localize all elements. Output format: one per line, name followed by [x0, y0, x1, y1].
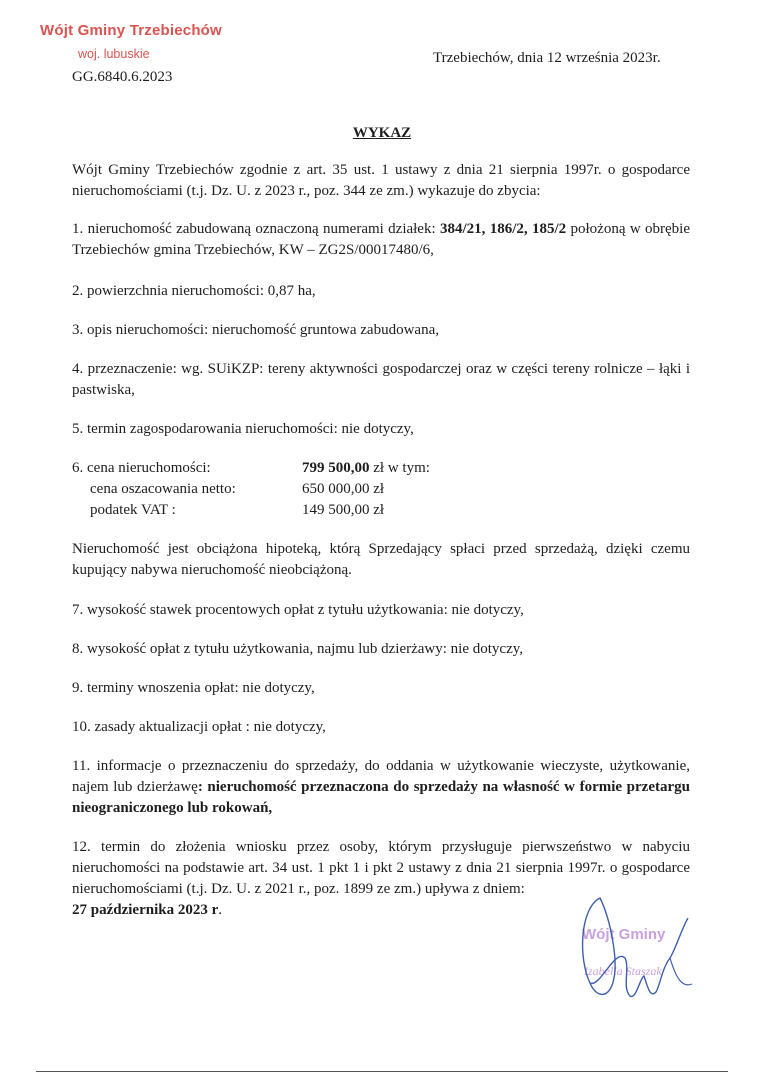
item-3: 3. opis nieruchomości: nieruchomość gruntowa zabudowana, [72, 322, 439, 338]
item-9: 9. terminy wnoszenia opłat: nie dotyczy, [72, 680, 315, 696]
intro-paragraph: Wójt Gminy Trzebiechów zgodnie z art. 35 ust. 1 ustawy z dnia 21 sierpnia 1997r. o gospodarce nieruchomościami (t.j. Dz. U. z 2023 r., poz. 344 ze zm.) wykazuje do zbycia: [72, 162, 690, 199]
handwritten-signature-icon [570, 888, 710, 1018]
price-net-value: 650 000,00 zł [302, 481, 385, 497]
mortgage-note: Nieruchomość jest obciążona hipoteką, którą Sprzedający spłaci przed sprzedażą, dzięki czemu kupujący nabywa nieruchomość nieobciążoną. [72, 541, 690, 578]
price-vat-row [72, 500, 690, 521]
stamp-office-name: Wójt Gminy Trzebiechów [40, 22, 222, 39]
item-2: 2. powierzchnia nieruchomości: 0,87 ha, [72, 283, 316, 299]
item-1-text-end: położoną w obrębie Trzebiechów gmina Trzebiechów, KW – ZG2S/00017480/6, [72, 221, 690, 258]
price-net-row [72, 479, 690, 500]
item-8: 8. wysokość opłat z tytułu użytkowania, najmu lub dzierżawy: nie dotyczy, [72, 641, 523, 657]
office-stamp [40, 22, 222, 61]
price-total-row [72, 458, 690, 479]
item-11-bold-text: : nieruchomość przeznaczona do sprzedaży na własność w formie przetargu nieograniczonego lub rokowań, [72, 779, 690, 816]
item-6-price-table [72, 458, 690, 521]
price-total-label: 6. cena nieruchomości: [72, 460, 211, 476]
price-total-suffix: zł w tym: [369, 460, 430, 476]
bottom-divider [36, 1071, 728, 1072]
price-total-value: 799 500,00 [302, 460, 370, 476]
signature-stamp-title: Wójt Gminy [582, 926, 666, 943]
item-1 [72, 219, 690, 261]
item-11-text: 11. informacje o przeznaczeniu do sprzedaży, do oddania w użytkowanie wieczyste, użytkowanie, najem lub dzierżawę [72, 758, 690, 795]
document-title: WYKAZ [352, 125, 412, 141]
place-and-date: Trzebiechów, dnia 12 września 2023r. [433, 50, 661, 66]
stamp-voivodeship: woj. lubuskie [78, 47, 150, 61]
item-12-deadline: 27 października 2023 r [72, 902, 219, 918]
signature-stamp-name: Izabella Staszak [584, 964, 662, 978]
item-12-text: 12. termin do złożenia wniosku przez osoby, którym przysługuje pierwszeństwo w nabyciu nieruchomości na podstawie art. 34 ust. 1 pkt 1 i pkt 2 ustawy z dnia 21 sierpnia 1997r. o gospodarce nieruchomościami (t.j. Dz. U. z 2021 r., poz. 1899 ze zm.) upływa z dniem: [72, 839, 690, 897]
price-vat-label: podatek VAT : [90, 502, 176, 518]
price-vat-value: 149 500,00 zł [302, 502, 385, 518]
item-12-deadline-suffix: . [218, 902, 222, 918]
item-4: 4. przeznaczenie: wg. SUiKZP: tereny aktywności gospodarczej oraz w części tereny rolnicze – łąki i pastwiska, [72, 361, 690, 398]
case-reference: GG.6840.6.2023 [72, 69, 173, 85]
item-1-parcels: 384/21, 186/2, 185/2 [439, 221, 567, 237]
item-10: 10. zasady aktualizacji opłat : nie dotyczy, [72, 719, 326, 735]
price-net-label: cena oszacowania netto: [90, 481, 236, 497]
document-body [72, 160, 690, 921]
item-1-text-start: 1. nieruchomość zabudowaną oznaczoną numerami działek: [72, 221, 440, 237]
item-11 [72, 756, 690, 819]
item-7: 7. wysokość stawek procentowych opłat z tytułu użytkowania: nie dotyczy, [72, 602, 524, 618]
price-total-value-wrap [302, 458, 430, 479]
signature-block [570, 888, 710, 1018]
item-5: 5. termin zagospodarowania nieruchomości: nie dotyczy, [72, 421, 414, 437]
